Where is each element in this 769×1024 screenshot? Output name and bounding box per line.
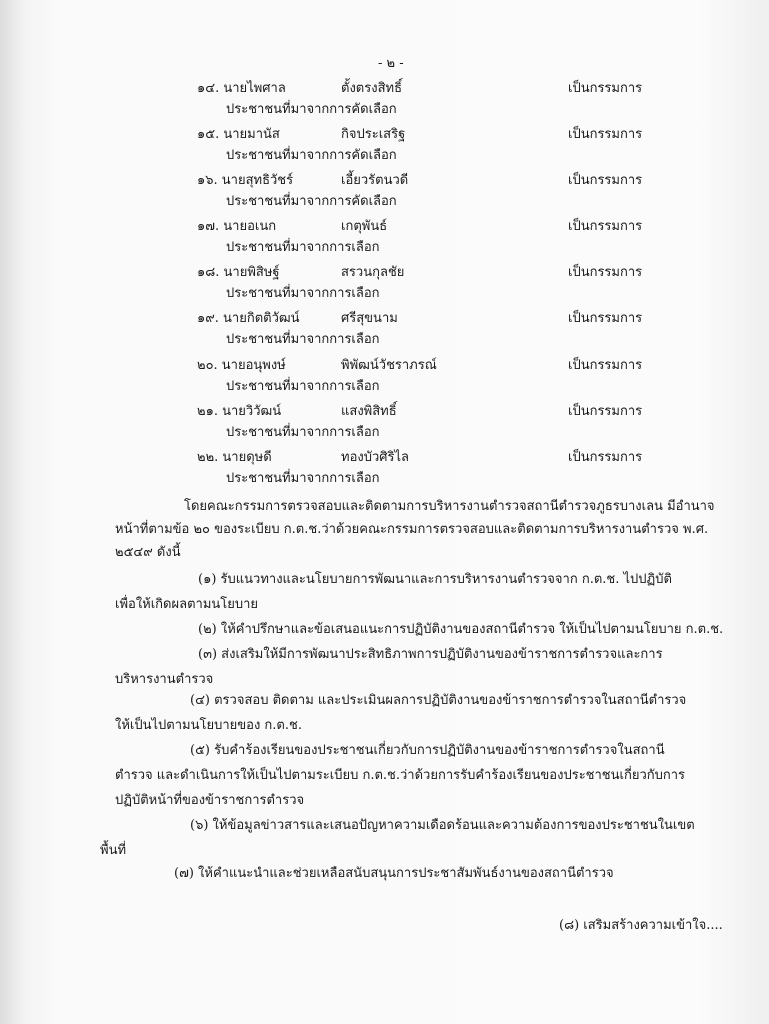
duty-item-cont: ปฏิบัติหน้าที่ของข้าราชการตำรวจ [115, 793, 305, 808]
duty-item-cont: บริหารงานตำรวจ [115, 672, 214, 687]
member-role: เป็นกรรมการ [568, 173, 643, 188]
member-name: ๑๗. นายอเนก [197, 219, 277, 234]
intro-line: หน้าที่ตามข้อ ๒๐ ของระเบียบ ก.ต.ช.ว่าด้วยคณะกรรมการตรวจสอบและติดตามการบริหารงานตำรวจ พ.ศ. [115, 522, 709, 537]
member-surname: ศรีสุขนาม [341, 311, 398, 326]
member-source: ประชาชนที่มาจากการเลือก [226, 332, 380, 347]
member-role: เป็นกรรมการ [568, 127, 643, 142]
member-name: ๒๐. นายอนุพงษ์ [197, 358, 286, 373]
duty-item: (๕) รับคำร้องเรียนของประชาชนเกี่ยวกับการปฏิบัติงานของข้าราชการตำรวจในสถานี [190, 743, 665, 758]
duty-item: (๔) ตรวจสอบ ติดตาม และประเมินผลการปฏิบัติงานของข้าราชการตำรวจในสถานีตำรวจ [190, 693, 687, 708]
duty-item: (๓) ส่งเสริมให้มีการพัฒนาประสิทธิภาพการปฏิบัติงานของข้าราชการตำรวจและการ [198, 647, 663, 662]
member-source: ประชาชนที่มาจากการเลือก [226, 240, 380, 255]
duty-item-cont: ตำรวจ และดำเนินการให้เป็นไปตามระเบียบ ก.ต.ช.ว่าด้วยการรับคำร้องเรียนของประชาชนเกี่ยวกับการ [115, 768, 686, 783]
duty-item: (๗) ให้คำแนะนำและช่วยเหลือสนับสนุนการประชาสัมพันธ์งานของสถานีตำรวจ [174, 866, 614, 881]
duty-item: (๖) ให้ข้อมูลข่าวสารและเสนอปัญหาความเดือดร้อนและความต้องการของประชาชนในเขต [190, 818, 695, 833]
member-source: ประชาชนที่มาจากการคัดเลือก [226, 194, 397, 209]
member-role: เป็นกรรมการ [568, 81, 643, 96]
page-number: - ๒ - [378, 56, 404, 71]
duty-item: (๒) ให้คำปรึกษาและข้อเสนอแนะการปฏิบัติงานของสถานีตำรวจ ให้เป็นไปตามนโยบาย ก.ต.ช. [198, 622, 724, 637]
intro-line: ๒๕๔๙ ดังนี้ [115, 545, 181, 560]
continuation-marker: (๘) เสริมสร้างความเข้าใจ.... [559, 918, 723, 933]
member-role: เป็นกรรมการ [568, 450, 643, 465]
duty-item-cont: ให้เป็นไปตามนโยบายของ ก.ต.ช. [115, 718, 302, 733]
member-role: เป็นกรรมการ [568, 265, 643, 280]
member-role: เป็นกรรมการ [568, 358, 643, 373]
member-name: ๒๑. นายวิวัฒน์ [197, 404, 282, 419]
member-surname: สรวนกุลชัย [341, 265, 405, 280]
member-source: ประชาชนที่มาจากการเลือก [226, 379, 380, 394]
duty-item: (๑) รับแนวทางและนโยบายการพัฒนาและการบริหารงานตำรวจจาก ก.ต.ช. ไปปฏิบัติ [198, 572, 672, 587]
member-name: ๑๕. นายมานัส [197, 127, 280, 142]
member-name: ๑๔. นายไพศาล [197, 81, 286, 96]
member-surname: ตั้งตรงสิทธิ์ [341, 81, 403, 96]
member-source: ประชาชนที่มาจากการเลือก [226, 286, 380, 301]
member-surname: แสงพิสิทธิ์ [341, 404, 397, 419]
member-name: ๒๒. นายดุษดี [197, 450, 272, 465]
member-source: ประชาชนที่มาจากการคัดเลือก [226, 148, 397, 163]
duty-item-cont: เพื่อให้เกิดผลตามนโยบาย [115, 597, 259, 612]
duty-item-cont: พื้นที่ [100, 843, 127, 858]
member-surname: ทองบัวศิริไล [341, 450, 410, 465]
member-role: เป็นกรรมการ [568, 219, 643, 234]
intro-line: โดยคณะกรรมการตรวจสอบและติดตามการบริหารงานตำรวจสถานีตำรวจภูธรบางเลน มีอำนาจ [184, 499, 715, 514]
member-source: ประชาชนที่มาจากการคัดเลือก [226, 102, 397, 117]
member-surname: เอี้ยวรัตนวดี [341, 173, 409, 188]
member-surname: พิพัฒน์วัชราภรณ์ [341, 358, 437, 373]
member-surname: กิจประเสริฐ [341, 127, 406, 142]
member-surname: เกตุพันธ์ [341, 219, 388, 234]
member-source: ประชาชนที่มาจากการเลือก [226, 425, 380, 440]
member-source: ประชาชนที่มาจากการเลือก [226, 471, 380, 486]
member-role: เป็นกรรมการ [568, 404, 643, 419]
member-name: ๑๘. นายพิสิษฐ์ [197, 265, 280, 280]
member-name: ๑๙. นายกิตติวัฒน์ [197, 311, 300, 326]
member-role: เป็นกรรมการ [568, 311, 643, 326]
member-name: ๑๖. นายสุทธิวัชร์ [197, 173, 294, 188]
